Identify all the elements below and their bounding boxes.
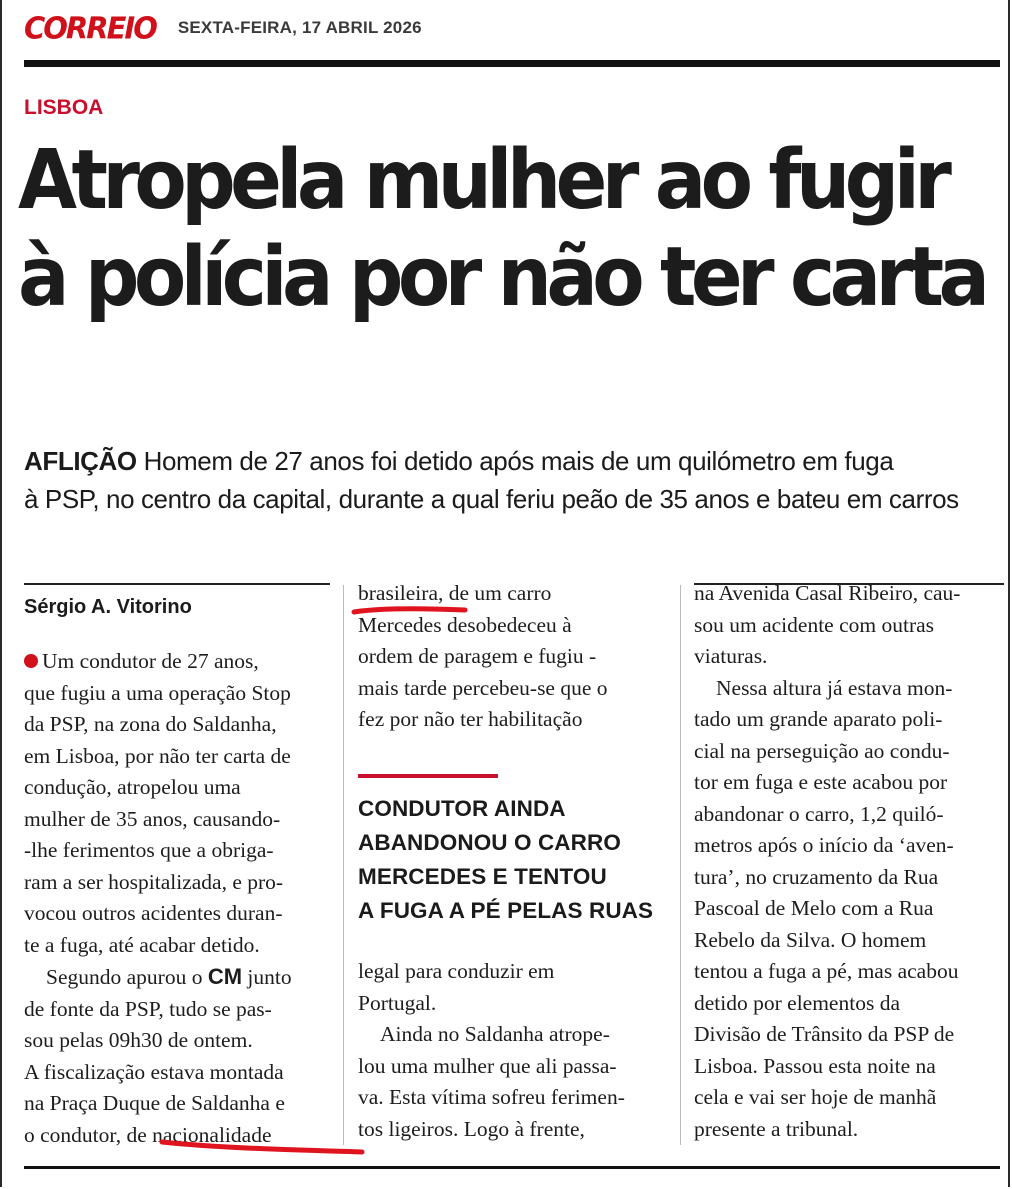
lead-paragraph xyxy=(24,442,1012,518)
masthead-rule xyxy=(24,60,1000,67)
subhead-rule xyxy=(358,774,498,778)
lead-line-2: à PSP, no centro da capital, durante a qual feriu peão de 35 anos e bateu em carros xyxy=(24,484,959,514)
headline-line-1: Atropela mulher ao fugir xyxy=(18,133,947,228)
masthead xyxy=(24,10,422,46)
column-3-paragraph-2: Nessa altura já estava mon- tado um grande aparato poli- cial na perseguição ao condu- tor em fuga e este acabou por abandonar o carro, 1,2 quiló- metros após o início da ‘aven- tura’, no cruzamento da Rua Pascoal de Melo com a Rua Rebelo da Silva. O homem tentou a fuga a pé, mas acabou detido por elementos da Divisão de Trânsito da PSP de Lisboa. Passou esta noite na cela e vai ser hoje de manhã presente a tribunal. xyxy=(694,675,959,1141)
issue-date: SEXTA-FEIRA, 17 ABRIL 2026 xyxy=(177,18,422,37)
column-1-top-rule xyxy=(24,583,330,585)
bullet-dot-icon xyxy=(24,654,38,668)
article-column-3 xyxy=(694,578,1004,1145)
column-divider-1 xyxy=(343,585,344,1145)
lead-kicker: AFLIÇÃO xyxy=(24,446,137,476)
bottom-rule xyxy=(24,1166,1000,1169)
author-byline: Sérgio A. Vitorino xyxy=(24,596,192,618)
column-1-paragraph-1: Um condutor de 27 anos, que fugiu a uma operação Stop da PSP, na zona do Saldanha, em Lisboa, por não ter carta de condução, atropelou uma mulher de 35 anos, causando- -lhe ferimentos que a obriga- ram a ser hospitalizada, e pro- vocou outros acidentes duran- te a fuga, até acabar detido. xyxy=(24,649,291,957)
column-1-paragraph-2: Segundo apurou o CM junto de fonte da PSP, tudo se pas- sou pelas 09h30 de ontem. A fiscalização estava montada na Praça Duque de Saldanha e o condutor, de nacionalidade xyxy=(24,964,292,1147)
article-column-1 xyxy=(24,646,330,1151)
lead-line-1: Homem de 27 anos foi detido após mais de um quilómetro em fuga xyxy=(143,446,894,476)
column-3-paragraph-1: na Avenida Casal Ribeiro, cau- sou um acidente com outras viaturas. xyxy=(694,581,961,668)
article-column-2-continued xyxy=(358,956,658,1145)
headline xyxy=(18,132,985,326)
subheading: CONDUTOR AINDA ABANDONOU O CARRO MERCEDES E TENTOU A FUGA A PÉ PELAS RUAS xyxy=(358,796,654,923)
highlighted-word-nacionalidade: nacionalidade xyxy=(152,1122,272,1147)
article-column-2 xyxy=(358,578,658,736)
column-2-paragraph-1: brasileira, de um carro Mercedes desobedeceu à ordem de paragem e fugiu - mais tarde percebeu-se que o fez por não ter habilitação xyxy=(358,581,608,731)
section-label[interactable]: LISBOA xyxy=(24,96,104,119)
column-2-paragraph-2: legal para conduzir em Portugal. xyxy=(358,959,555,1015)
column-2-paragraph-3: Ainda no Saldanha atrope- lou uma mulher que ali passa- va. Esta vítima sofreu ferimen- tos ligeiros. Logo à frente, xyxy=(358,1022,625,1141)
highlighted-word-brasileira: brasileira, xyxy=(358,581,444,605)
newspaper-logo[interactable]: CORREIO xyxy=(24,10,156,46)
headline-line-2: à polícia por não ter carta xyxy=(18,230,985,325)
column-divider-2 xyxy=(680,585,681,1145)
cm-brand-mark: CM xyxy=(207,964,243,989)
